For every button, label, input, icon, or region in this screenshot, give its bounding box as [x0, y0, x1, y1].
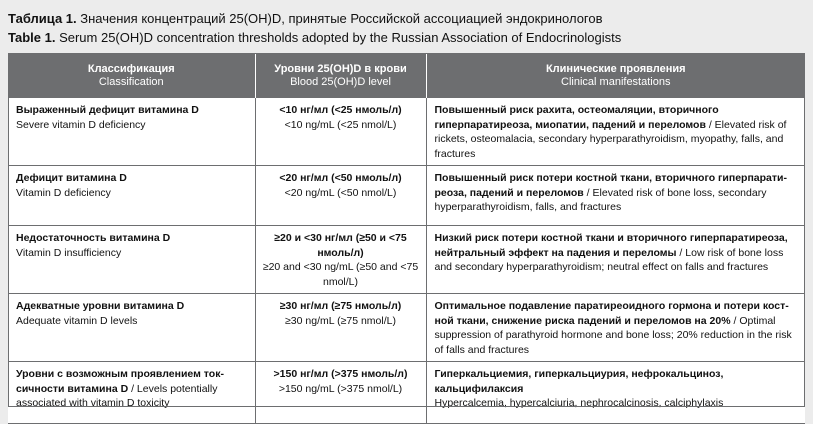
level-ru: <20 нг/мл (<50 нмоль/л): [279, 172, 402, 184]
classification-cell: [8, 294, 255, 362]
header-ru: Классификация: [87, 62, 175, 75]
table-row: [8, 294, 805, 362]
classification-ru: Адекватные уровни витамина D: [16, 300, 185, 312]
classification-ru: Уровни с возможным проявлением ток-сичности витамина D: [16, 368, 224, 395]
classification-cell: [8, 226, 255, 294]
level-cell: [255, 166, 426, 226]
header-classification: [8, 53, 255, 98]
level-ru: >150 нг/мл (>375 нмоль/л): [273, 368, 408, 380]
clinical-en: / Elevated risk of rickets, osteomalacia, secondary hyperparathyroidism, myopathy, falls, and fractures: [434, 118, 787, 160]
classification-ru: Дефицит витамина D: [16, 172, 127, 184]
clinical-cell: [426, 362, 805, 424]
caption-ru-label: Таблица 1.: [8, 11, 77, 26]
classification-cell: [8, 166, 255, 226]
header-en: Clinical manifestations: [561, 75, 671, 88]
clinical-en: / Optimal suppression of parathyroid hormone and bone loss; 20% reduction in the risk of falls and fractures: [434, 314, 792, 356]
caption-en-label: Table 1.: [8, 30, 56, 45]
level-en: <10 ng/mL (<25 nmol/L): [284, 118, 397, 131]
clinical-cell: [426, 166, 805, 226]
clinical-ru: Повышенный риск потери костной ткани, вторичного гиперпарати-реоза, падений и переломов: [434, 172, 787, 199]
clinical-en: / Low risk of bone loss and secondary hyperparathyroidism; neutral effect on falls and fractures: [434, 246, 784, 273]
level-en: <20 ng/mL (<50 nmol/L): [284, 186, 397, 199]
header-clinical: [426, 53, 805, 98]
caption-en-text: Serum 25(OH)D concentration thresholds adopted by the Russian Association of Endocrinologists: [55, 30, 622, 45]
classification-en: Vitamin D insufficiency: [16, 246, 122, 259]
table-row: [8, 166, 805, 226]
table-row: [8, 362, 805, 424]
table-row: [8, 226, 805, 294]
header-en: Blood 25(OH)D level: [290, 75, 391, 88]
vitamin-d-table: [8, 53, 805, 424]
level-cell: [255, 362, 426, 424]
classification-en: Severe vitamin D deficiency: [16, 118, 146, 131]
classification-en: / Levels potentially associated with vitamin D toxicity: [16, 382, 218, 409]
level-en: >150 ng/mL (>375 nmol/L): [278, 382, 403, 395]
clinical-ru: Оптимальное подавление паратиреоидного гормона и потери кост-ной ткани, снижение риска падений и переломов на 20%: [434, 300, 789, 327]
clinical-cell: [426, 294, 805, 362]
header-level: [255, 53, 426, 98]
clinical-ru: Гиперкальциемия, гиперкальциурия, нефрокальциноз, кальцифилаксия: [434, 368, 724, 395]
caption-ru: [8, 9, 808, 28]
classification-ru: Выраженный дефицит витамина D: [16, 104, 199, 116]
level-ru: ≥30 нг/мл (≥75 нмоль/л): [279, 300, 402, 312]
caption-ru-text: Значения концентраций 25(OH)D, принятые Российской ассоциацией эндокринологов: [76, 11, 603, 26]
classification-en: Adequate vitamin D levels: [16, 314, 138, 327]
header-ru: Уровни 25(OH)D в крови: [274, 62, 407, 75]
clinical-ru: Низкий риск потери костной ткани и вторичного гиперпаратиреоза, нейтральный эффект на падения и переломы: [434, 232, 788, 259]
classification-cell: [8, 98, 255, 166]
level-ru: ≥20 и <30 нг/мл (≥50 и <75 нмоль/л): [274, 232, 407, 259]
header-en: Classification: [98, 75, 164, 88]
level-cell: [255, 294, 426, 362]
classification-en: Vitamin D deficiency: [16, 186, 111, 199]
level-en: ≥30 ng/mL (≥75 nmol/L): [285, 314, 396, 327]
header-row: [8, 53, 805, 98]
clinical-en: Hypercalcemia, hypercalciuria, nephrocalcinosis, calciphylaxis: [434, 397, 724, 409]
classification-ru: Недостаточность витамина D: [16, 232, 171, 244]
clinical-cell: [426, 98, 805, 166]
header-ru: Клинические проявления: [545, 62, 686, 75]
level-en: ≥20 and <30 ng/mL (≥50 and <75 nmol/L): [262, 261, 419, 288]
caption-en: [8, 28, 808, 47]
table-row: [8, 98, 805, 166]
level-cell: [255, 226, 426, 294]
classification-cell: [8, 362, 255, 424]
clinical-cell: [426, 226, 805, 294]
level-ru: <10 нг/мл (<25 нмоль/л): [279, 104, 402, 116]
clinical-ru: Повышенный риск рахита, остеомаляции, вторичного гиперпаратиреоза, миопатии, падений и переломов: [434, 104, 719, 131]
clinical-en: / Elevated risk of bone loss, secondary hyperparathyroidism, falls, and fractures: [434, 186, 767, 213]
level-cell: [255, 98, 426, 166]
table-caption: [8, 9, 808, 47]
